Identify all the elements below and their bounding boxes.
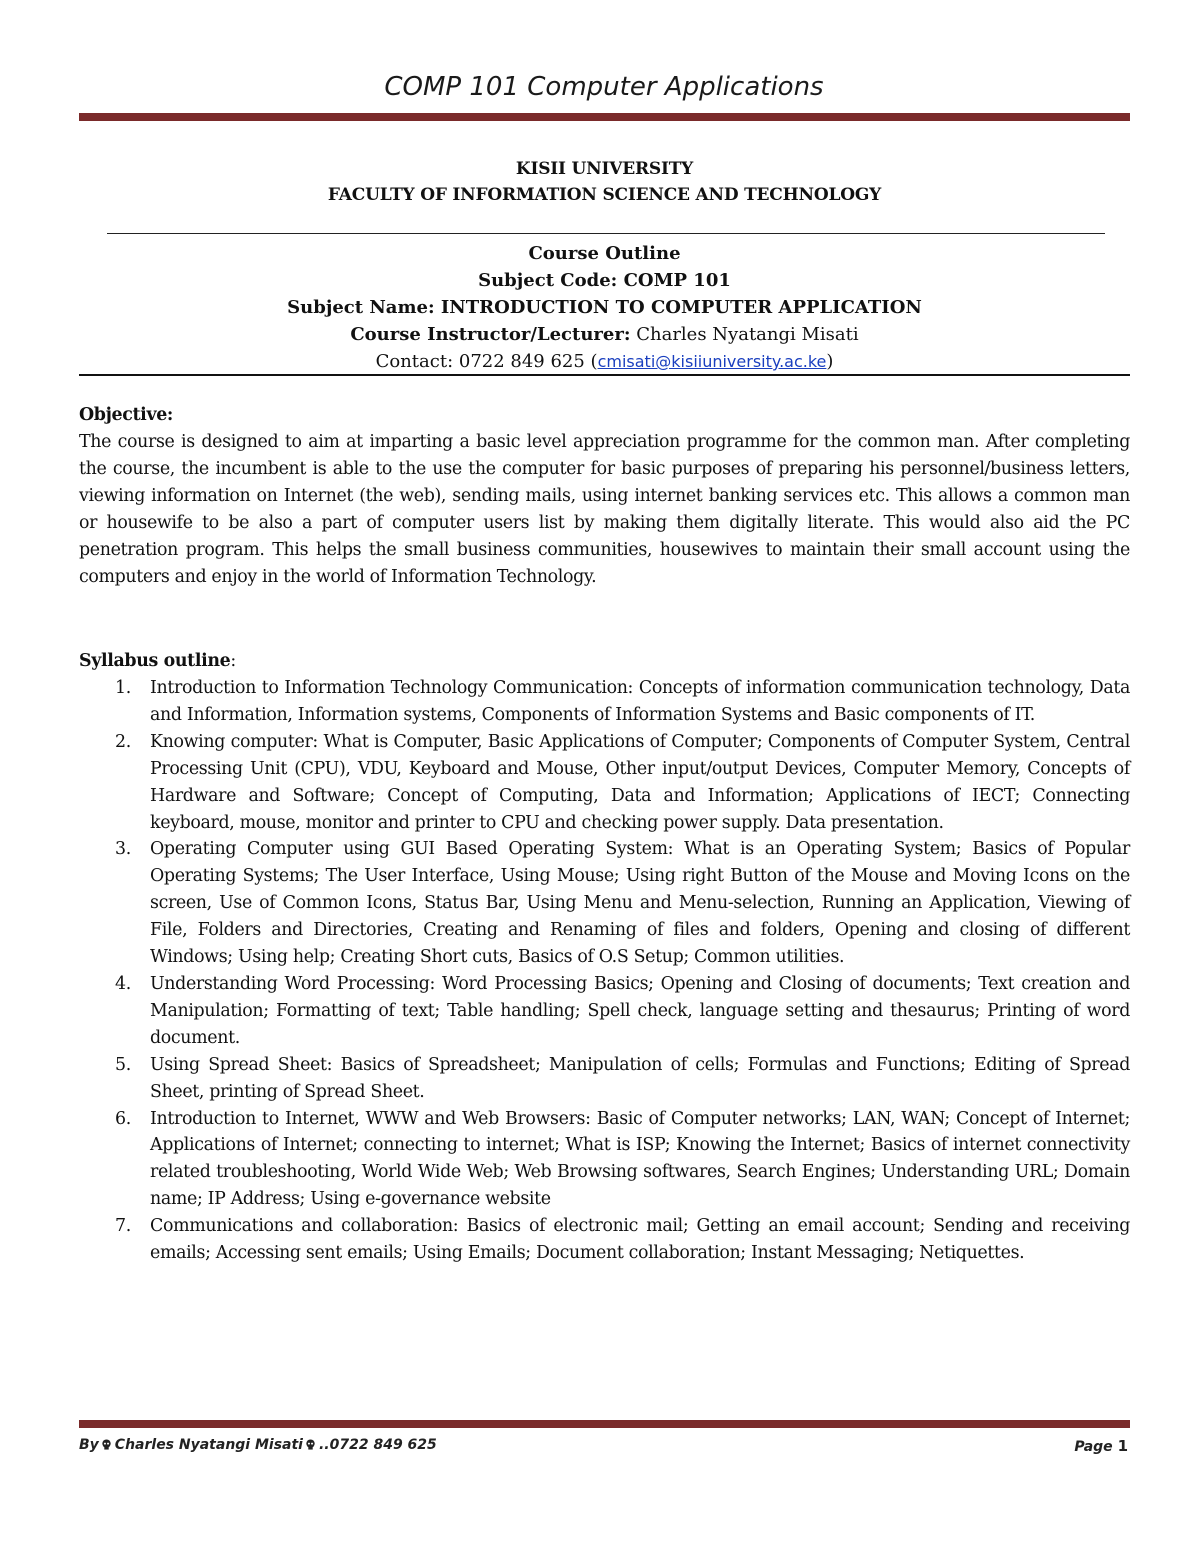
- list-item-text: Knowing computer: What is Computer, Basic Applications of Computer; Components of Computer System, Central Processing Unit (CPU), VDU, Keyboard and Mouse, Other input/output Devices, Computer Memory, Concepts of Hardware and Software; Concept of Computing, Data and Information; Applications of IECT; Connecting keyboard, mouse, monitor and printer to CPU and checking power supply. Data presentation.: [150, 731, 1130, 833]
- footer-page-number: 1: [1117, 1437, 1128, 1455]
- email-link[interactable]: cmisati@kisiiuniversity.ac.ke: [597, 352, 827, 371]
- footer-phone: ..0722 849 625: [318, 1437, 437, 1453]
- subject-code-value: COMP 101: [623, 270, 731, 291]
- list-item: [79, 1213, 1130, 1267]
- footer-page-label: Page: [1074, 1439, 1113, 1455]
- list-item: [79, 675, 1130, 729]
- page-header-title: COMP 101 Computer Applications: [384, 72, 824, 102]
- list-item: [79, 971, 1130, 1052]
- footer-rule: [79, 1420, 1130, 1428]
- list-item-number: 1.: [115, 678, 131, 698]
- faculty-name: FACULTY OF INFORMATION SCIENCE AND TECHNOLOGY: [327, 185, 882, 205]
- contact-divider: [79, 374, 1130, 376]
- footer-author: [79, 1437, 437, 1453]
- instructor-label: Course Instructor/Lecturer:: [350, 324, 631, 345]
- list-item-number: 7.: [115, 1216, 131, 1237]
- list-item-number: 5.: [115, 1054, 131, 1075]
- contact-close: ): [826, 351, 834, 372]
- footer-page: [1074, 1437, 1128, 1455]
- list-item-number: 4.: [115, 973, 131, 994]
- syllabus-heading: [79, 648, 1130, 675]
- syllabus-list: [79, 675, 1130, 1267]
- instructor-line: [79, 321, 1130, 348]
- skull-icon: [305, 1439, 316, 1450]
- contact-line: [79, 348, 1130, 375]
- list-item: [79, 1052, 1130, 1106]
- list-item: [79, 1106, 1130, 1214]
- subject-name-value: INTRODUCTION TO COMPUTER APPLICATION: [440, 297, 922, 318]
- list-item-text: Introduction to Internet, WWW and Web Browsers: Basic of Computer networks; LAN, WAN; Concept of Internet; Applications of Internet; connecting to internet; What is ISP; Knowing the Internet; Basics of internet connectivity related troubleshooting, World Wide Web; Web Browsing softwares, Search Engines; Understanding URL; Domain name; IP Address; Using e-governance website: [150, 1108, 1130, 1210]
- course-outline-title: Course Outline: [528, 243, 681, 264]
- list-item-text: Operating Computer using GUI Based Operating System: What is an Operating System; Basics of Popular Operating Systems; The User Interface, Using Mouse; Using right Button of the Mouse and Moving Icons on the screen, Use of Common Icons, Status Bar, Using Menu and Menu-selection, Running an Application, Viewing of File, Folders and Directories, Creating and Renaming of files and folders, Opening and closing of different Windows; Using help; Creating Short cuts, Basics of O.S Setup; Common utilities.: [150, 839, 1130, 968]
- footer-by-label: By: [79, 1437, 99, 1453]
- university-name: KISII UNIVERSITY: [515, 159, 694, 179]
- skull-icon: [101, 1439, 112, 1450]
- subject-name-line: [79, 294, 1130, 321]
- course-info: [79, 240, 1130, 375]
- objective-text: The course is designed to aim at imparting a basic level appreciation programme for the common man. After completing the course, the incumbent is able to the use the computer for basic purposes of preparing his personnel/business letters, viewing information on Internet (the web), sending mails, using internet banking services etc. This allows a common man or housewife to be also a part of computer users list by making them digitally literate. This would also aid the PC penetration program. This helps the small business communities, housewives to maintain their small account using the computers and enjoy in the world of Information Technology.: [79, 432, 1130, 587]
- list-item-text: Using Spread Sheet: Basics of Spreadsheet; Manipulation of cells; Formulas and Functions; Editing of Spread Sheet, printing of Spread Sheet.: [150, 1054, 1130, 1102]
- list-item-number: 3.: [115, 839, 131, 860]
- header-rule: [79, 113, 1130, 121]
- list-item: [79, 836, 1130, 971]
- syllabus-heading-label: Syllabus outline: [79, 651, 231, 671]
- subject-name-label: Subject Name:: [287, 297, 435, 318]
- list-item-number: 2.: [115, 731, 131, 752]
- syllabus-heading-suffix: :: [230, 651, 236, 671]
- list-item-text: Communications and collaboration: Basics of electronic mail; Getting an email account; Sending and receiving emails; Accessing sent emails; Using Emails; Document collaboration; Instant Messaging; Netiquettes.: [150, 1216, 1130, 1264]
- subject-code-line: [79, 267, 1130, 294]
- divider: [107, 233, 1105, 234]
- list-item-text: Introduction to Information Technology Communication: Concepts of information communication technology, Data and Information, Information systems, Components of Information Systems and Basic components of IT.: [150, 678, 1130, 725]
- contact-label: Contact: 0722 849 625 (: [375, 351, 598, 372]
- list-item-text: Understanding Word Processing: Word Processing Basics; Opening and Closing of documents; Text creation and Manipulation; Formatting of text; Table handling; Spell check, language setting and thesaurus; Printing of word document.: [150, 973, 1130, 1048]
- list-item-number: 6.: [115, 1108, 131, 1129]
- footer-author-name: Charles Nyatangi Misati: [114, 1437, 303, 1453]
- subject-code-label: Subject Code:: [478, 270, 618, 291]
- instructor-name: Charles Nyatangi Misati: [636, 324, 859, 345]
- list-item: [79, 729, 1130, 837]
- objective-heading: Objective:: [79, 405, 173, 425]
